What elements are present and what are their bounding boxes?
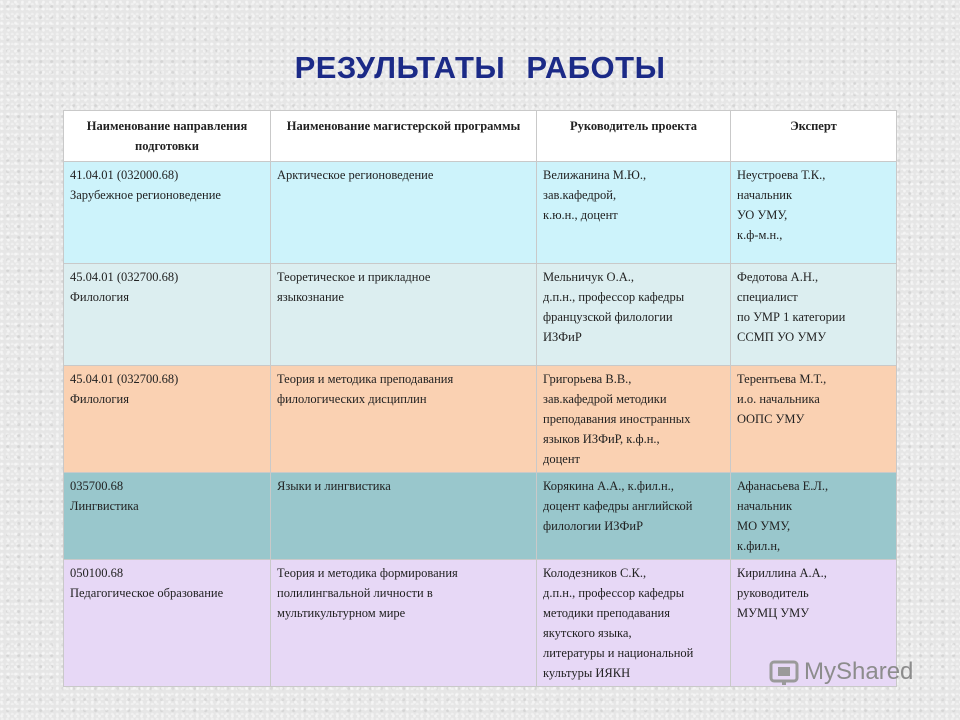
leader-line: д.п.н., профессор кафедры [543, 290, 685, 304]
program-line: Теория и методика преподавания [277, 372, 454, 386]
cell-program [271, 162, 537, 264]
leader-line: доцент кафедры английской [543, 499, 693, 513]
expert-line: к.ф-м.н., [737, 228, 783, 242]
expert-line: Кириллина А.А., [737, 566, 827, 580]
program-line: Теоретическое и прикладное [277, 270, 431, 284]
leader-line: доцент [543, 452, 580, 466]
cell-direction [64, 162, 271, 264]
table-row [64, 473, 897, 560]
program-line: Языки и лингвистика [277, 479, 391, 493]
cell-direction [64, 264, 271, 366]
page-title: РЕЗУЛЬТАТЫ РАБОТЫ [294, 50, 666, 85]
cell-direction [64, 473, 271, 560]
header-program: Наименование магистерской программы [271, 111, 537, 162]
cell-direction [64, 560, 271, 687]
header-expert: Эксперт [731, 111, 897, 162]
expert-line: Федотова А.Н., [737, 270, 819, 284]
expert-line: Неустроева Т.К., [737, 168, 826, 182]
expert-line: по УМР 1 категории [737, 310, 846, 324]
expert-line: специалист [737, 290, 798, 304]
leader-line: Мельничук О.А., [543, 270, 634, 284]
cell-expert [731, 264, 897, 366]
leader-line: якутского языка, [543, 626, 632, 640]
leader-line: Колодезников С.К., [543, 566, 647, 580]
cell-leader [537, 162, 731, 264]
direction-code: 45.04.01 (032700.68) [70, 270, 179, 284]
expert-line: к.фил.н, [737, 539, 781, 553]
cell-leader [537, 473, 731, 560]
cell-expert [731, 366, 897, 473]
direction-name: Филология [70, 290, 129, 304]
expert-line: руководитель [737, 586, 809, 600]
leader-line: Григорьева В.В., [543, 372, 632, 386]
expert-line: и.о. начальника [737, 392, 820, 406]
leader-line: литературы и национальной [543, 646, 694, 660]
direction-name: Зарубежное регионоведение [70, 188, 221, 202]
program-line: полилингвальной личности в [277, 586, 433, 600]
direction-code: 45.04.01 (032700.68) [70, 372, 179, 386]
cell-program [271, 560, 537, 687]
table-row [64, 366, 897, 473]
cell-direction [64, 366, 271, 473]
leader-line: Корякина А.А., к.фил.н., [543, 479, 674, 493]
watermark-text: MyShared [804, 658, 914, 685]
expert-line: начальник [737, 188, 793, 202]
cell-expert [731, 473, 897, 560]
header-leader: Руководитель проекта [537, 111, 731, 162]
program-line: филологических дисциплин [277, 392, 427, 406]
leader-line: зав.кафедрой методики [543, 392, 667, 406]
expert-line: ССМП УО УМУ [737, 330, 827, 344]
cell-leader [537, 264, 731, 366]
expert-line: МО УМУ, [737, 519, 791, 533]
watermark-logo [768, 656, 913, 688]
expert-line: ООПС УМУ [737, 412, 805, 426]
leader-line: культуры ИЯКН [543, 666, 631, 680]
results-table [63, 110, 897, 687]
leader-line: преподавания иностранных [543, 412, 691, 426]
expert-line: МУМЦ УМУ [737, 606, 810, 620]
cell-leader [537, 560, 731, 687]
program-line: мультикультурном мире [277, 606, 406, 620]
slideshow-icon [768, 656, 800, 688]
expert-line: начальник [737, 499, 793, 513]
table-row [64, 264, 897, 366]
direction-name: Педагогическое образование [70, 586, 224, 600]
leader-line: ИЗФиР [543, 330, 582, 344]
direction-code: 035700.68 [70, 479, 124, 493]
expert-line: УО УМУ, [737, 208, 788, 222]
program-line: языкознание [277, 290, 344, 304]
direction-code: 050100.68 [70, 566, 124, 580]
leader-line: Велижанина М.Ю., [543, 168, 647, 182]
direction-name: Филология [70, 392, 129, 406]
expert-line: Терентьева М.Т., [737, 372, 827, 386]
leader-line: языков ИЗФиР, к.ф.н., [543, 432, 660, 446]
table-row [64, 162, 897, 264]
table-header-row [64, 111, 897, 162]
program-line: Арктическое регионоведение [277, 168, 434, 182]
expert-line: Афанасьева Е.Л., [737, 479, 829, 493]
header-direction: Наименование направления подготовки [64, 111, 271, 162]
direction-code: 41.04.01 (032000.68) [70, 168, 179, 182]
leader-line: методики преподавания [543, 606, 670, 620]
cell-program [271, 473, 537, 560]
leader-line: зав.кафедрой, [543, 188, 617, 202]
leader-line: д.п.н., профессор кафедры [543, 586, 685, 600]
direction-name: Лингвистика [70, 499, 139, 513]
cell-program [271, 366, 537, 473]
cell-expert [731, 162, 897, 264]
cell-program [271, 264, 537, 366]
program-line: Теория и методика формирования [277, 566, 458, 580]
leader-line: к.ю.н., доцент [543, 208, 618, 222]
leader-line: французской филологии [543, 310, 673, 324]
cell-leader [537, 366, 731, 473]
leader-line: филологии ИЗФиР [543, 519, 644, 533]
